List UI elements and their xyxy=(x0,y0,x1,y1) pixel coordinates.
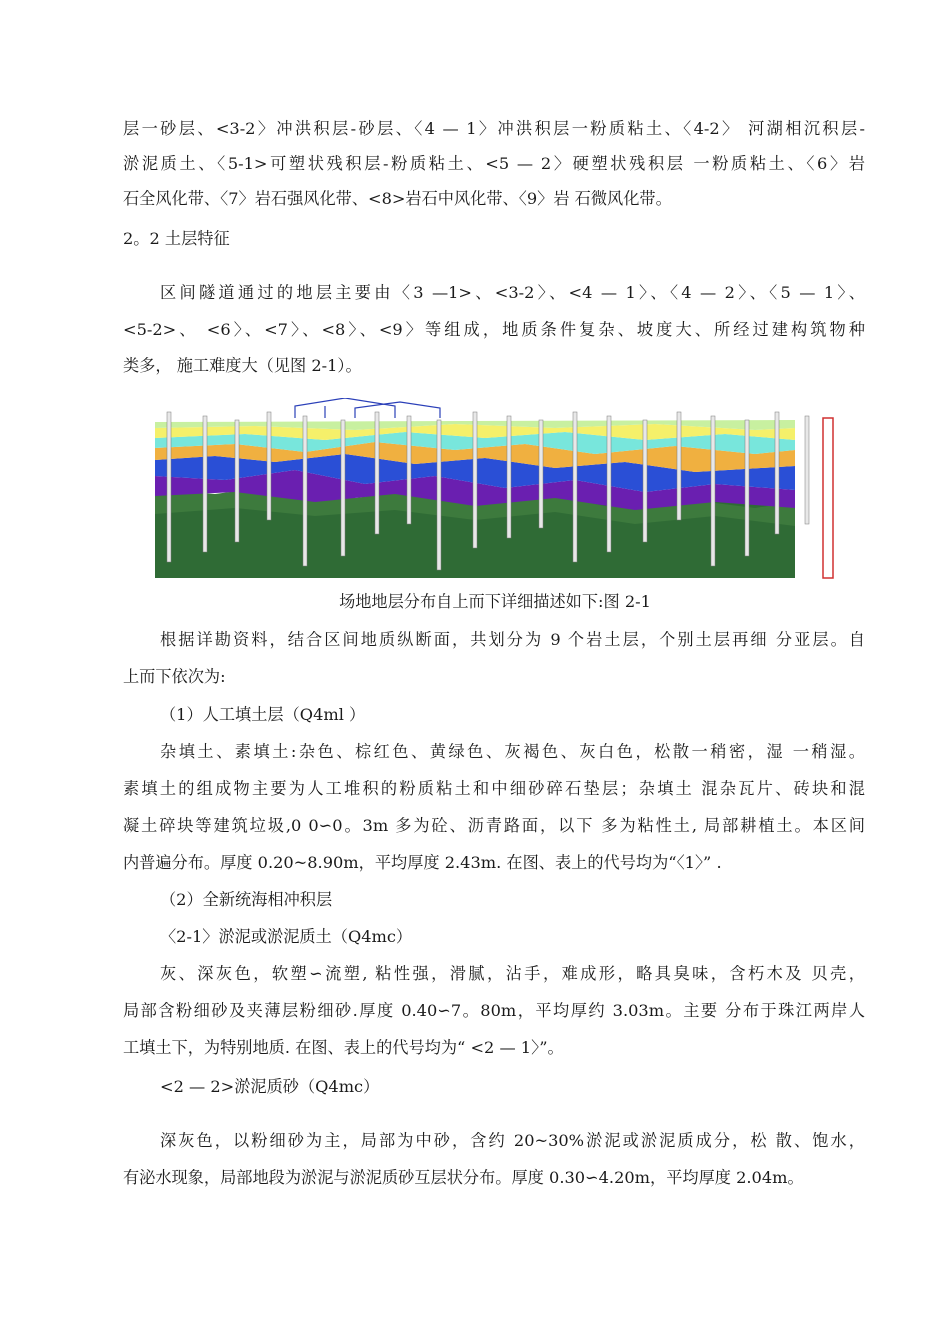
borehole-column xyxy=(607,416,611,552)
bracket-left xyxy=(295,398,395,418)
borehole-column xyxy=(407,416,411,524)
layer2-1-title: 〈2-1〉淤泥或淤泥质土（Q4mc） xyxy=(160,927,413,946)
intro-line-2: 淤泥质土、〈5-1>可塑状残积层-粉质粘土、<5 — 2〉硬塑状残积层 一粉质粘土、〈6〉岩 xyxy=(123,154,865,173)
borehole-column xyxy=(711,416,715,566)
layer2-2-line-1: 深灰色，以粉细砂为主，局部为中砂，含约 20~30%淤泥或淤泥质成分，松 散、饱水， xyxy=(160,1131,865,1150)
borehole-column xyxy=(677,412,681,520)
layer1-line-3: 凝土碎块等建筑垃圾,0 0∽0。3m 多为砼、沥青路面，以下 多为粘性土, 局部耕植土。本区间 xyxy=(123,816,865,835)
intro-line-3: 石全风化带、〈7〉岩石强风化带、<8>岩石中风化带、〈9〉岩 石微风化带。 xyxy=(123,189,672,208)
layer2-2-line-2: 有泌水现象，局部地段为淤泥与淤泥质砂互层状分布。厚度 0.30∽4.20m，平均厚度 2.04m。 xyxy=(123,1168,804,1187)
bracket-right xyxy=(355,402,440,418)
marker-borehole xyxy=(823,418,833,578)
survey-line-2: 上而下依次为: xyxy=(123,667,226,686)
figure-caption: 场地地层分布自上而下详细描述如下:图 2-1 xyxy=(339,592,651,611)
layer1-line-1: 杂填土、素填土:杂色、棕红色、黄绿色、灰褐色、灰白色，松散一稍密，湿 一稍湿。 xyxy=(160,742,865,761)
borehole-column xyxy=(745,420,749,556)
layer2-title: （2）全新统海相冲积层 xyxy=(160,890,333,909)
structure-brackets xyxy=(295,398,440,418)
tunnel-line-3: 类多， 施工难度大（见图 2-1）。 xyxy=(123,356,362,375)
borehole-column xyxy=(267,412,271,520)
layer2-2-title: <2 — 2>淤泥质砂（Q4mc） xyxy=(160,1077,380,1096)
survey-line-1: 根据详勘资料，结合区间地质纵断面，共划分为 9 个岩土层，个别土层再细 分亚层。自 xyxy=(160,630,865,649)
borehole-column xyxy=(303,416,307,566)
borehole-column xyxy=(473,412,477,548)
geological-section-figure xyxy=(155,398,845,580)
section-heading: 2。2 土层特征 xyxy=(123,229,230,248)
layer2-1-line-2: 局部含粉细砂及夹薄层粉细砂.厚度 0.40∽7。80m，平均厚约 3.03m。主要 分布于珠江两岸人 xyxy=(123,1001,865,1020)
borehole-column xyxy=(437,420,441,570)
borehole-column xyxy=(375,412,379,534)
borehole-column xyxy=(573,412,577,562)
tunnel-line-1: 区间隧道通过的地层主要由〈3 —1>、<3-2〉、<4 — 1〉、〈4 — 2〉、〈5 — 1〉、 xyxy=(160,283,865,302)
layer2-1-line-1: 灰、深灰色，软塑∽流塑, 粘性强，滑腻，沾手，难成形，略具臭味，含朽木及 贝壳， xyxy=(160,964,865,983)
borehole-column xyxy=(643,420,647,542)
borehole-column xyxy=(539,420,543,528)
borehole-column xyxy=(805,416,809,524)
borehole-column xyxy=(507,416,511,538)
layer1-title: （1）人工填土层（Q4ml ） xyxy=(160,705,366,724)
tunnel-line-2: <5-2>、 <6〉、<7〉、<8〉、<9〉等组成，地质条件复杂、坡度大、所经过建构筑物种 xyxy=(123,320,865,339)
intro-line-1: 层一砂层、<3-2〉冲洪积层-砂层、〈4 — 1〉冲洪积层一粉质粘土、〈4-2〉 河湖相沉积层- xyxy=(123,119,865,138)
borehole-column xyxy=(341,420,345,556)
borehole-column xyxy=(775,412,779,534)
layer1-line-4: 内普遍分布。厚度 0.20~8.90m，平均厚度 2.43m. 在图、表上的代号均为“〈1〉” . xyxy=(123,853,722,872)
layer2-1-line-3: 工填土下，为特别地质. 在图、表上的代号均为“ <2 — 1〉”。 xyxy=(123,1038,564,1057)
borehole-column xyxy=(167,412,171,562)
layer1-line-2: 素填土的组成物主要为人工堆积的粉质粘土和中细砂碎石垫层；杂填土 混杂瓦片、砖块和混 xyxy=(123,779,865,798)
borehole-column xyxy=(203,416,207,552)
borehole-column xyxy=(235,420,239,542)
